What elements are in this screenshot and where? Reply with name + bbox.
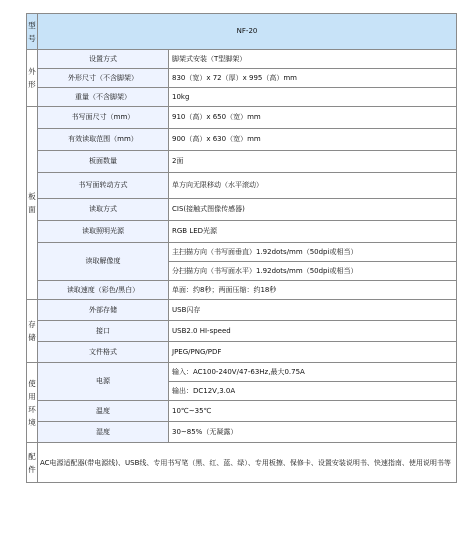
spec-value: 输出：DC12V,3.0A — [169, 382, 457, 401]
table-row — [27, 107, 457, 129]
table-row — [27, 88, 457, 107]
header-category — [27, 14, 38, 50]
table-row — [27, 69, 457, 88]
spec-label: 读取解像度 — [38, 243, 169, 281]
table-row — [27, 50, 457, 69]
header-row — [27, 14, 457, 50]
spec-label: 书写面转动方式 — [38, 173, 169, 199]
spec-value: 900（高）x 630（宽）mm — [169, 129, 457, 151]
spec-label: 书写面尺寸（mm） — [38, 107, 169, 129]
spec-value: 主扫描方向（书写面垂直）1.92dots/mm（50dpi或相当） — [169, 243, 457, 262]
spec-value: 脚架式安装（T型脚架） — [169, 50, 457, 69]
accessories-row — [27, 443, 457, 483]
spec-label: 读取照明光源 — [38, 221, 169, 243]
table-row — [27, 243, 457, 262]
model-name: NF-20 — [38, 14, 457, 50]
spec-value: 单面：约8秒；两面压缩：约18秒 — [169, 281, 457, 300]
table-row — [27, 300, 457, 321]
table-row — [27, 151, 457, 173]
section-category-environment: 使用环境 — [27, 363, 38, 443]
spec-value: 单方向无限移动（水平滚动） — [169, 173, 457, 199]
spec-label: 外部存储 — [38, 300, 169, 321]
spec-label: 湿度 — [38, 422, 169, 443]
section-category-accessories: 配件 — [27, 443, 38, 483]
spec-label: 板面数量 — [38, 151, 169, 173]
table-row — [27, 173, 457, 199]
spec-value: CIS(接触式图像传感器) — [169, 199, 457, 221]
table-row — [27, 321, 457, 342]
spec-label: 接口 — [38, 321, 169, 342]
table-row — [27, 281, 457, 300]
spec-label: 设置方式 — [38, 50, 169, 69]
table-row — [27, 342, 457, 363]
table-row — [27, 363, 457, 382]
spec-value: 10℃~35℃ — [169, 401, 457, 422]
spec-value: 分扫描方向（书写面水平）1.92dots/mm（50dpi或相当） — [169, 262, 457, 281]
table-row — [27, 199, 457, 221]
header-category-text: 型号 — [28, 20, 36, 43]
spec-label: 外形尺寸（不含脚架） — [38, 69, 169, 88]
spec-value: 输入：AC100-240V/47-63Hz,最大0.75A — [169, 363, 457, 382]
accessories-text: AC电源适配器(带电源线)、USB线、专用书写笔（黑、红、蓝、绿）、专用板擦、保修卡、设置安装说明书、快速指南、使用说明书等 — [38, 443, 457, 483]
spec-label: 有效读取范围（mm） — [38, 129, 169, 151]
spec-label: 温度 — [38, 401, 169, 422]
spec-value: 10kg — [169, 88, 457, 107]
section-category-storage: 存储 — [27, 300, 38, 363]
spec-value: USB闪存 — [169, 300, 457, 321]
spec-value: 830（宽）x 72（厚）x 995（高）mm — [169, 69, 457, 88]
spec-value: USB2.0 HI-speed — [169, 321, 457, 342]
table-row — [27, 221, 457, 243]
spec-value: RGB LED光源 — [169, 221, 457, 243]
spec-label: 电源 — [38, 363, 169, 401]
spec-label: 文件格式 — [38, 342, 169, 363]
spec-sheet — [26, 13, 456, 533]
table-row — [27, 401, 457, 422]
spec-value: JPEG/PNG/PDF — [169, 342, 457, 363]
section-category-appearance: 外形 — [27, 50, 38, 107]
section-category-board: 板面 — [27, 107, 38, 300]
table-row — [27, 129, 457, 151]
spec-label: 读取方式 — [38, 199, 169, 221]
spec-value: 910（高）x 650（宽）mm — [169, 107, 457, 129]
spec-label: 重量（不含脚架） — [38, 88, 169, 107]
spec-table — [26, 13, 457, 483]
spec-label: 读取速度（彩色/黑白） — [38, 281, 169, 300]
spec-value: 30~85%（无凝露） — [169, 422, 457, 443]
table-row — [27, 422, 457, 443]
spec-value: 2面 — [169, 151, 457, 173]
